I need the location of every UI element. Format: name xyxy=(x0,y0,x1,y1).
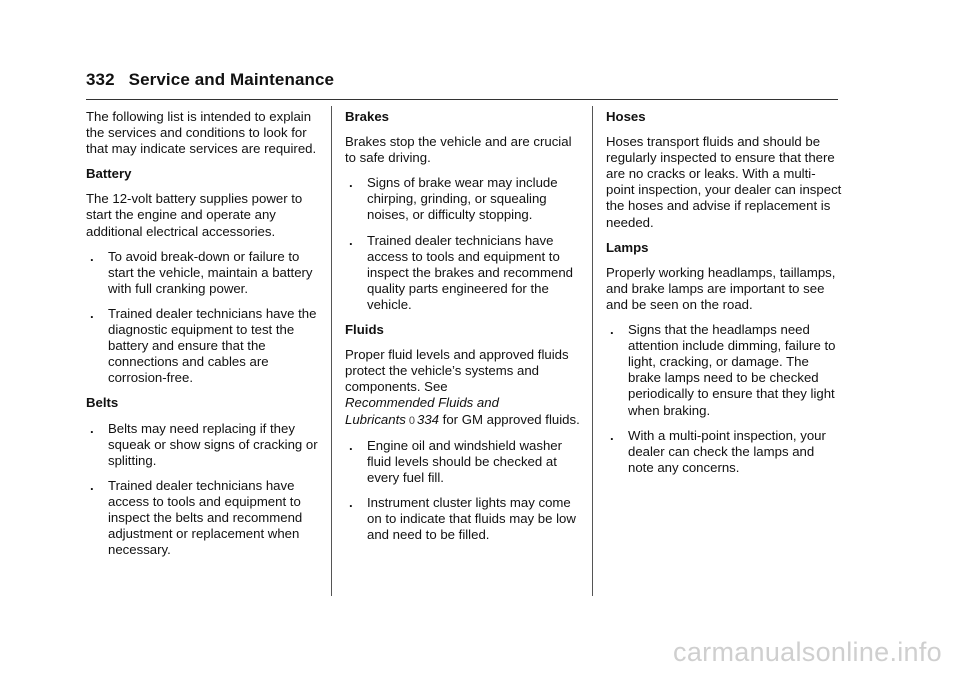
bullet-icon: . xyxy=(349,175,353,191)
belts-heading: Belts xyxy=(86,395,119,411)
list-item xyxy=(86,249,322,297)
list-item xyxy=(606,322,842,419)
list-item xyxy=(345,175,581,223)
page-reference-icon: 0 xyxy=(408,414,415,427)
fluids-paragraph xyxy=(345,347,581,428)
list-item xyxy=(606,428,842,476)
brakes-list xyxy=(345,175,581,313)
list-item-text: Belts may need replacing if they squeak or show signs of cracking or splitting. xyxy=(108,420,318,468)
bullet-icon: . xyxy=(349,494,353,510)
bullet-icon: . xyxy=(90,477,94,493)
list-item-text: Trained dealer technicians have access to tools and equipment to inspect the belts and recommend adjustment or replacement when necessary. xyxy=(108,477,303,558)
list-item-text: Trained dealer technicians have the diagnostic equipment to test the battery and ensure that the connections and cables are corrosion-free. xyxy=(108,305,317,386)
lamps-heading: Lamps xyxy=(606,239,649,255)
bullet-icon: . xyxy=(349,437,353,453)
column-3 xyxy=(606,109,842,485)
list-item xyxy=(345,495,581,543)
list-item-text: To avoid break-down or failure to start the vehicle, maintain a battery with full cranking power. xyxy=(108,248,313,296)
intro-paragraph: The following list is intended to explain the services and conditions to look for that may indicate services are required. xyxy=(86,109,317,157)
column-divider-2 xyxy=(592,106,593,596)
brakes-heading: Brakes xyxy=(345,109,389,124)
bullet-icon: . xyxy=(610,427,614,443)
fluids-heading: Fluids xyxy=(345,322,384,338)
lamps-list xyxy=(606,322,842,476)
list-item-text: With a multi-point inspection, your dealer can check the lamps and note any concerns. xyxy=(628,427,826,475)
list-item-text: Signs that the headlamps need attention include dimming, failure to light, cracking, or damage. The brake lamps need to be checked periodically to ensure that they light when braking. xyxy=(628,322,836,418)
page-header xyxy=(86,70,334,90)
section-title: Service and Maintenance xyxy=(128,70,335,89)
bullet-icon: . xyxy=(610,322,614,338)
list-item-text: Signs of brake wear may include chirping, grinding, or squealing noises, or difficulty stopping. xyxy=(367,175,558,223)
bullet-icon: . xyxy=(90,248,94,264)
list-item xyxy=(86,306,322,386)
bullet-icon: . xyxy=(90,420,94,436)
list-item-text: Trained dealer technicians have access to tools and equipment to inspect the brakes and recommend quality parts engineered for the vehicle. xyxy=(367,232,573,312)
reference-page-number[interactable]: 334 xyxy=(416,411,439,427)
bullet-icon: . xyxy=(349,232,353,248)
list-item xyxy=(345,438,581,486)
column-divider-1 xyxy=(331,106,332,596)
column-2 xyxy=(345,109,581,552)
list-item xyxy=(345,233,581,313)
brakes-paragraph: Brakes stop the vehicle and are crucial to safe driving. xyxy=(345,134,572,166)
list-item xyxy=(86,421,322,469)
belts-list xyxy=(86,421,322,559)
page-number: 332 xyxy=(86,70,115,89)
battery-heading: Battery xyxy=(86,166,132,182)
hoses-heading: Hoses xyxy=(606,109,646,124)
lamps-paragraph: Properly working headlamps, taillamps, and brake lamps are important to see and be seen on the road. xyxy=(606,264,836,312)
list-item xyxy=(86,478,322,558)
header-rule xyxy=(86,99,838,100)
bullet-icon: . xyxy=(90,305,94,321)
list-item-text: Engine oil and windshield washer fluid levels should be checked at every fuel fill. xyxy=(367,437,563,485)
cross-reference-link[interactable]: Recommended Fluids and Lubricants xyxy=(345,395,499,427)
watermark: carmanualsonline.info xyxy=(673,637,942,667)
battery-list xyxy=(86,249,322,387)
list-item-text: Instrument cluster lights may come on to indicate that fluids may be low and need to be filled. xyxy=(367,494,576,543)
fluids-list xyxy=(345,438,581,544)
fluids-text-after: for GM approved fluids. xyxy=(442,411,580,427)
battery-paragraph: The 12-volt battery supplies power to start the engine and operate any additional electrical accessories. xyxy=(86,191,303,239)
hoses-paragraph: Hoses transport fluids and should be regularly inspected to ensure that there are no cracks or leaks. With a multi-point inspection, your dealer can inspect the hoses and advise if replacement is needed. xyxy=(606,134,842,230)
fluids-text-before: Proper fluid levels and approved fluids protect the vehicle’s systems and components. See xyxy=(345,347,569,395)
column-1 xyxy=(86,109,322,567)
